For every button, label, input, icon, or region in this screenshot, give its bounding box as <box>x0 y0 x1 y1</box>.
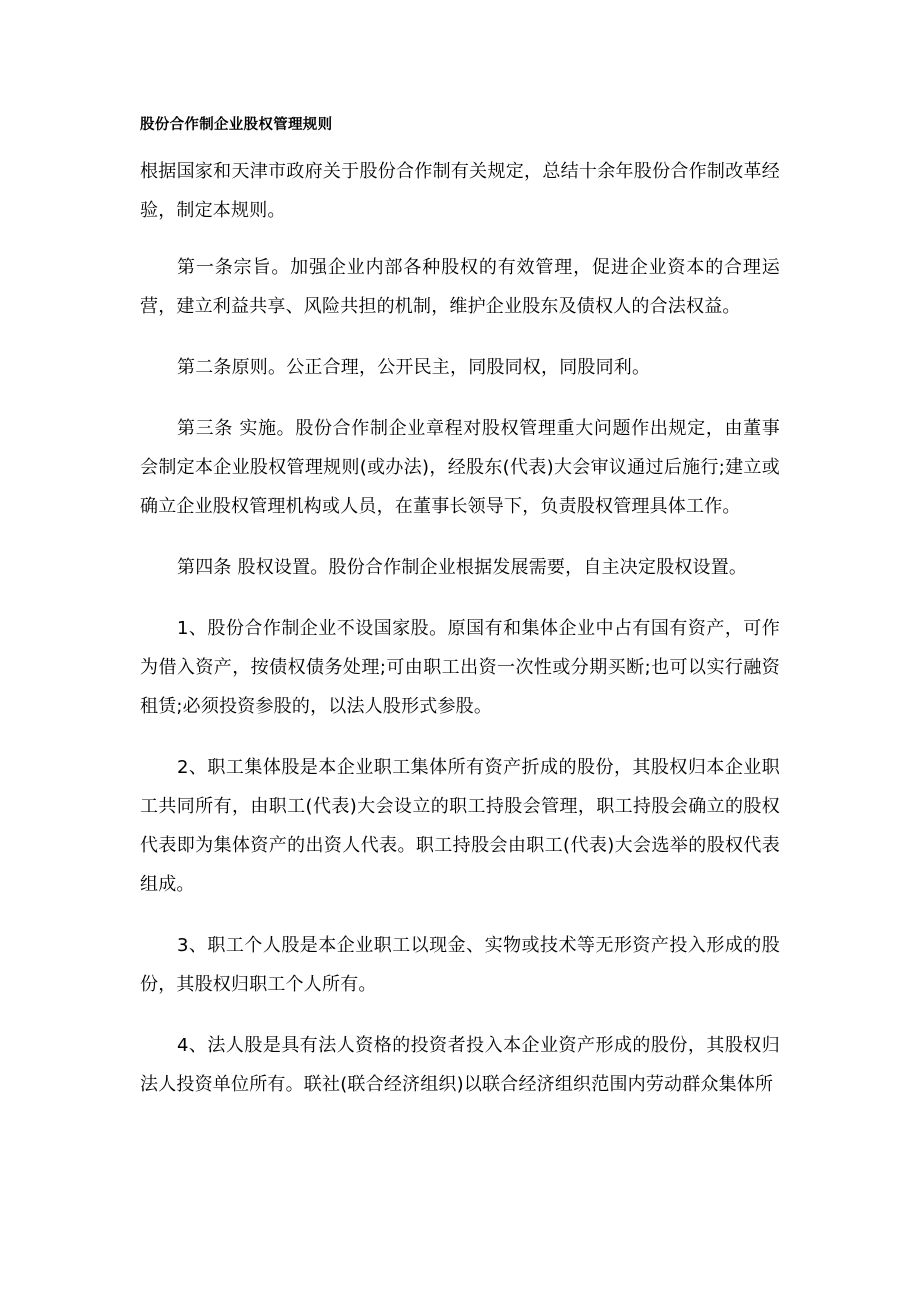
document-body <box>140 152 780 1126</box>
article-2-paragraph: 第二条原则。公正合理，公开民主，同股同权，同股同利。 <box>177 357 651 378</box>
clause-3-paragraph: 3、职工个人股是本企业职工以现金、实物或技术等无形资产投入形成的股份，其股权归职工个人所有。 <box>140 935 780 995</box>
intro-paragraph: 根据国家和天津市政府关于股份合作制有关规定，总结十余年股份合作制改革经验，制定本规则。 <box>140 161 780 221</box>
document-title: 股份合作制企业股权管理规则 <box>140 117 333 133</box>
clause-1-paragraph: 1、股份合作制企业不设国家股。原国有和集体企业中占有国有资产，可作为借入资产，按债权债务处理;可由职工出资一次性或分期买断;也可以实行融资租赁;必须投资参股的，以法人股形式参股。 <box>140 618 780 717</box>
clause-4-paragraph: 4、法人股是具有法人资格的投资者投入本企业资产形成的股份，其股权归法人投资单位所有。联社(联合经济组织)以联合经济组织范围内劳动群众集体所 <box>140 1035 780 1095</box>
article-4-paragraph: 第四条 股权设置。股份合作制企业根据发展需要，自主决定股权设置。 <box>177 557 748 578</box>
article-1-paragraph: 第一条宗旨。加强企业内部各种股权的有效管理，促进企业资本的合理运营，建立利益共享、风险共担的机制，维护企业股东及债权人的合法权益。 <box>140 257 780 317</box>
clause-2-paragraph: 2、职工集体股是本企业职工集体所有资产折成的股份，其股权归本企业职工共同所有，由职工(代表)大会设立的职工持股会管理，职工持股会确立的股权代表即为集体资产的出资人代表。职工持股会由职工(代表)大会选举的股权代表组成。 <box>140 757 780 895</box>
article-3-paragraph: 第三条 实施。股份合作制企业章程对股权管理重大问题作出规定，由董事会制定本企业股权管理规则(或办法)，经股东(代表)大会审议通过后施行;建立或确立企业股权管理机构或人员，在董事长领导下，负责股权管理具体工作。 <box>140 418 780 517</box>
